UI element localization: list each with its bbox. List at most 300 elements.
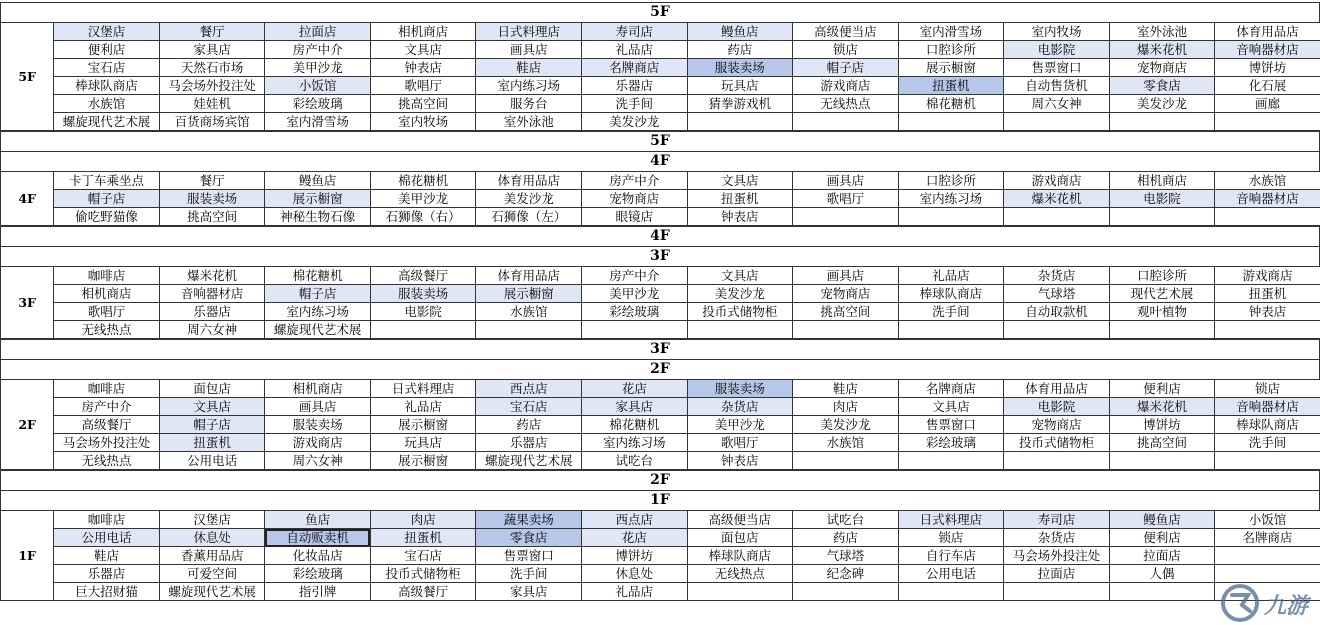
shop-cell: 电影院 xyxy=(1004,398,1110,416)
shop-cell: 锁店 xyxy=(898,529,1004,547)
shop-cell: 游戏商店 xyxy=(265,434,371,452)
shop-cell: 画具店 xyxy=(793,267,899,285)
floor-table-5f xyxy=(0,22,1320,131)
shop-cell: 帽子店 xyxy=(265,285,371,303)
shop-cell xyxy=(1004,208,1110,226)
shop-cell: 电影院 xyxy=(1109,190,1215,208)
shop-cell: 歌唱厅 xyxy=(793,190,899,208)
shop-cell: 室内滑雪场 xyxy=(265,113,371,131)
shop-cell: 挑高空间 xyxy=(793,303,899,321)
table-row xyxy=(1,41,1320,59)
shop-cell: 画具店 xyxy=(265,398,371,416)
shop-cell: 便利店 xyxy=(1109,529,1215,547)
shop-cell: 服装卖场 xyxy=(159,190,265,208)
shop-cell: 娃娃机 xyxy=(159,95,265,113)
shop-cell: 钟表店 xyxy=(370,59,476,77)
shop-cell: 扭蛋机 xyxy=(159,434,265,452)
shop-cell: 螺旋现代艺术展 xyxy=(54,113,160,131)
shop-cell: 服装卖场 xyxy=(687,59,793,77)
table-row xyxy=(1,59,1320,77)
shop-cell: 乐器店 xyxy=(581,77,687,95)
shop-cell: 小饭馆 xyxy=(1215,511,1320,529)
shop-cell: 爆米花机 xyxy=(1109,41,1215,59)
shop-cell: 爆米花机 xyxy=(159,267,265,285)
shop-cell: 帽子店 xyxy=(54,190,160,208)
shop-cell: 无线热点 xyxy=(793,95,899,113)
shop-cell: 棉花糖机 xyxy=(370,172,476,190)
shop-cell: 零食店 xyxy=(1109,77,1215,95)
shop-cell: 药店 xyxy=(687,41,793,59)
shop-cell: 扭蛋机 xyxy=(370,529,476,547)
shop-cell: 彩绘玻璃 xyxy=(898,434,1004,452)
shop-cell xyxy=(1109,321,1215,339)
shop-cell: 自动售货机 xyxy=(1004,77,1110,95)
shop-cell: 礼品店 xyxy=(581,41,687,59)
shop-cell: 音响器材店 xyxy=(1215,190,1320,208)
shop-cell: 相机商店 xyxy=(54,285,160,303)
shop-cell: 文具店 xyxy=(687,267,793,285)
shop-cell: 画廊 xyxy=(1215,95,1320,113)
shop-cell: 休息处 xyxy=(581,565,687,583)
shop-cell: 电影院 xyxy=(370,303,476,321)
shop-cell: 钟表店 xyxy=(687,208,793,226)
shop-cell: 神秘生物石像 xyxy=(265,208,371,226)
shop-cell xyxy=(1004,321,1110,339)
floor-header-1f: 1F xyxy=(0,490,1320,511)
floor-footer-4f: 4F xyxy=(0,226,1320,247)
shop-cell xyxy=(687,113,793,131)
shop-cell: 美发沙龙 xyxy=(1109,95,1215,113)
shop-cell xyxy=(1109,113,1215,131)
shop-cell: 室外泳池 xyxy=(1109,23,1215,41)
shop-cell: 自动贩卖机 xyxy=(265,529,371,547)
shop-cell: 周六女神 xyxy=(1004,95,1110,113)
shop-cell: 螺旋现代艺术展 xyxy=(159,583,265,601)
shop-cell xyxy=(898,321,1004,339)
shop-cell: 文具店 xyxy=(687,172,793,190)
shop-cell: 博饼坊 xyxy=(581,547,687,565)
shop-cell: 锁店 xyxy=(793,41,899,59)
shop-cell: 猜拳游戏机 xyxy=(687,95,793,113)
shop-cell: 钟表店 xyxy=(687,452,793,470)
table-row xyxy=(1,452,1320,470)
shop-cell: 彩绘玻璃 xyxy=(265,95,371,113)
shop-cell: 马会场外投注处 xyxy=(54,434,160,452)
table-row xyxy=(1,285,1320,303)
shop-cell xyxy=(1004,113,1110,131)
shop-cell: 游戏商店 xyxy=(1215,267,1320,285)
shop-cell: 日式料理店 xyxy=(370,380,476,398)
shop-cell: 高级餐厅 xyxy=(54,416,160,434)
shop-cell: 礼品店 xyxy=(370,398,476,416)
shop-cell xyxy=(898,208,1004,226)
shop-cell: 房产中介 xyxy=(581,172,687,190)
shop-cell: 美发沙龙 xyxy=(581,113,687,131)
shop-cell: 口腔诊所 xyxy=(898,172,1004,190)
shop-cell: 鳗鱼店 xyxy=(1109,511,1215,529)
shop-cell: 室内牧场 xyxy=(370,113,476,131)
shop-cell xyxy=(476,321,582,339)
shop-cell: 高级便当店 xyxy=(687,511,793,529)
shop-cell: 美发沙龙 xyxy=(687,285,793,303)
shop-cell: 高级便当店 xyxy=(793,23,899,41)
shop-cell: 周六女神 xyxy=(265,452,371,470)
shop-cell: 药店 xyxy=(476,416,582,434)
shop-cell: 洗手间 xyxy=(1215,434,1320,452)
shop-cell: 挑高空间 xyxy=(159,208,265,226)
table-row xyxy=(1,113,1320,131)
shop-cell xyxy=(370,321,476,339)
shop-cell: 蔬果卖场 xyxy=(476,511,582,529)
table-row xyxy=(1,267,1320,285)
table-row xyxy=(1,511,1320,529)
table-row xyxy=(1,23,1320,41)
shop-cell: 音响器材店 xyxy=(1215,398,1320,416)
shop-cell: 鞋店 xyxy=(476,59,582,77)
shop-cell xyxy=(793,452,899,470)
shop-cell: 室内牧场 xyxy=(1004,23,1110,41)
shop-cell: 口腔诊所 xyxy=(1109,267,1215,285)
shop-cell: 美发沙龙 xyxy=(476,190,582,208)
shop-cell: 巨大招财猫 xyxy=(54,583,160,601)
table-row xyxy=(1,434,1320,452)
shop-cell: 宠物商店 xyxy=(793,285,899,303)
shop-cell xyxy=(1215,452,1320,470)
shop-cell: 拉面店 xyxy=(265,23,371,41)
shop-cell: 美甲沙龙 xyxy=(370,190,476,208)
shop-cell: 无线热点 xyxy=(54,452,160,470)
shop-cell: 无线热点 xyxy=(54,321,160,339)
floor-table-4f xyxy=(0,171,1320,226)
shop-cell: 马会场外投注处 xyxy=(159,77,265,95)
shop-cell: 水族馆 xyxy=(1215,172,1320,190)
watermark-text: 九游 xyxy=(1264,594,1309,619)
shop-cell: 画具店 xyxy=(793,172,899,190)
table-row xyxy=(1,95,1320,113)
shop-cell: 咖啡店 xyxy=(54,380,160,398)
shop-cell: 扭蛋机 xyxy=(687,190,793,208)
shop-cell: 体育用品店 xyxy=(476,267,582,285)
shop-cell: 香薰用品店 xyxy=(159,547,265,565)
shop-cell: 化妆品店 xyxy=(265,547,371,565)
floor-header-5f: 5F xyxy=(0,2,1320,23)
9game-logo-icon xyxy=(1220,583,1264,623)
shop-cell: 宝石店 xyxy=(54,59,160,77)
shop-cell: 面包店 xyxy=(687,529,793,547)
shop-cell: 玩具店 xyxy=(687,77,793,95)
shop-cell: 歌唱厅 xyxy=(370,77,476,95)
shop-cell xyxy=(793,583,899,601)
floor-label: 4F xyxy=(1,172,54,226)
shop-cell: 礼品店 xyxy=(898,267,1004,285)
shop-cell: 音响器材店 xyxy=(159,285,265,303)
shop-cell: 汉堡店 xyxy=(54,23,160,41)
shop-cell: 美甲沙龙 xyxy=(687,416,793,434)
shop-cell: 帽子店 xyxy=(159,416,265,434)
shop-cell: 周六女神 xyxy=(159,321,265,339)
shop-cell: 花店 xyxy=(581,380,687,398)
shop-cell: 便利店 xyxy=(54,41,160,59)
floor-header-2f: 2F xyxy=(0,359,1320,380)
shop-cell: 美甲沙龙 xyxy=(581,285,687,303)
shop-cell: 室内练习场 xyxy=(581,434,687,452)
shop-cell: 汉堡店 xyxy=(159,511,265,529)
shop-cell: 纪念碑 xyxy=(793,565,899,583)
shop-cell: 名牌商店 xyxy=(1215,529,1320,547)
table-row xyxy=(1,303,1320,321)
shop-cell: 扭蛋机 xyxy=(1215,285,1320,303)
shop-cell: 休息处 xyxy=(159,529,265,547)
shop-cell xyxy=(1109,208,1215,226)
shop-cell xyxy=(1215,113,1320,131)
shop-cell: 公用电话 xyxy=(898,565,1004,583)
shop-cell: 展示橱窗 xyxy=(370,416,476,434)
shop-cell: 零食店 xyxy=(476,529,582,547)
table-row xyxy=(1,172,1320,190)
shop-cell: 自动取款机 xyxy=(1004,303,1110,321)
shop-cell: 眼镜店 xyxy=(581,208,687,226)
shop-cell: 百货商场宾馆 xyxy=(159,113,265,131)
shop-cell: 鳗鱼店 xyxy=(687,23,793,41)
shop-cell: 棉花糖机 xyxy=(898,95,1004,113)
floor-label: 5F xyxy=(1,23,54,131)
shop-cell: 高级餐厅 xyxy=(370,267,476,285)
shop-cell: 礼品店 xyxy=(581,583,687,601)
shop-cell: 名牌商店 xyxy=(581,59,687,77)
shop-cell: 石狮像（左） xyxy=(476,208,582,226)
shop-cell: 无线热点 xyxy=(687,565,793,583)
shop-cell: 投币式储物柜 xyxy=(1004,434,1110,452)
shop-cell xyxy=(1215,321,1320,339)
shop-cell: 西点店 xyxy=(476,380,582,398)
shop-cell: 螺旋现代艺术展 xyxy=(476,452,582,470)
shop-cell: 现代艺术展 xyxy=(1109,285,1215,303)
shop-cell: 气球塔 xyxy=(1004,285,1110,303)
shop-cell: 售票窗口 xyxy=(1004,59,1110,77)
shop-cell: 日式料理店 xyxy=(898,511,1004,529)
shop-cell: 试吃台 xyxy=(793,511,899,529)
table-row xyxy=(1,583,1320,601)
floor-footer-2f: 2F xyxy=(0,470,1320,491)
shop-cell: 扭蛋机 xyxy=(898,77,1004,95)
shop-cell: 宠物商店 xyxy=(1004,416,1110,434)
shop-cell: 体育用品店 xyxy=(476,172,582,190)
shop-cell: 宝石店 xyxy=(370,547,476,565)
table-row xyxy=(1,321,1320,339)
floor-label: 2F xyxy=(1,380,54,470)
shop-cell: 房产中介 xyxy=(54,398,160,416)
shop-cell: 观叶植物 xyxy=(1109,303,1215,321)
shop-cell: 高级餐厅 xyxy=(370,583,476,601)
shop-cell: 公用电话 xyxy=(54,529,160,547)
shop-cell: 棉花糖机 xyxy=(265,267,371,285)
table-row xyxy=(1,380,1320,398)
table-row xyxy=(1,529,1320,547)
shop-cell: 文具店 xyxy=(159,398,265,416)
shop-cell: 锁店 xyxy=(1215,380,1320,398)
shop-cell: 家具店 xyxy=(581,398,687,416)
shop-cell: 棒球队商店 xyxy=(687,547,793,565)
shop-cell xyxy=(793,321,899,339)
shop-cell: 相机商店 xyxy=(1109,172,1215,190)
shop-cell: 天然石市场 xyxy=(159,59,265,77)
shop-cell: 歌唱厅 xyxy=(54,303,160,321)
shop-cell: 乐器店 xyxy=(159,303,265,321)
shop-cell: 杂货店 xyxy=(687,398,793,416)
shop-cell: 房产中介 xyxy=(581,267,687,285)
shop-cell: 画具店 xyxy=(476,41,582,59)
shop-cell: 鳗鱼店 xyxy=(265,172,371,190)
shop-cell xyxy=(793,208,899,226)
shop-cell: 钟表店 xyxy=(1215,303,1320,321)
shop-cell: 彩绘玻璃 xyxy=(265,565,371,583)
shop-cell: 水族馆 xyxy=(793,434,899,452)
shop-cell: 日式料理店 xyxy=(476,23,582,41)
shop-cell: 鞋店 xyxy=(793,380,899,398)
shop-cell: 面包店 xyxy=(159,380,265,398)
shop-cell: 咖啡店 xyxy=(54,267,160,285)
floor-table-3f xyxy=(0,266,1320,339)
shop-cell: 售票窗口 xyxy=(898,416,1004,434)
shop-cell xyxy=(1109,452,1215,470)
shop-cell: 肉店 xyxy=(370,511,476,529)
shop-cell: 鞋店 xyxy=(54,547,160,565)
shop-cell: 展示橱窗 xyxy=(370,452,476,470)
shop-cell: 室内练习场 xyxy=(265,303,371,321)
floor-table-2f xyxy=(0,379,1320,470)
shop-cell: 棒球队商店 xyxy=(54,77,160,95)
shop-cell: 服务台 xyxy=(476,95,582,113)
shop-cell: 寿司店 xyxy=(1004,511,1110,529)
floor-footer-3f: 3F xyxy=(0,339,1320,360)
shop-cell: 电影院 xyxy=(1004,41,1110,59)
shop-cell: 宝石店 xyxy=(476,398,582,416)
shop-cell: 游戏商店 xyxy=(793,77,899,95)
table-row xyxy=(1,208,1320,226)
shop-cell: 宠物商店 xyxy=(1109,59,1215,77)
table-row xyxy=(1,416,1320,434)
shop-cell xyxy=(1004,452,1110,470)
shop-cell xyxy=(793,113,899,131)
shop-cell: 花店 xyxy=(581,529,687,547)
shop-cell xyxy=(1109,583,1215,601)
shop-cell: 文具店 xyxy=(370,41,476,59)
shop-cell: 可爱空间 xyxy=(159,565,265,583)
shop-cell: 名牌商店 xyxy=(898,380,1004,398)
shop-cell: 餐厅 xyxy=(159,172,265,190)
shop-cell: 乐器店 xyxy=(54,565,160,583)
shop-cell: 博饼坊 xyxy=(1215,59,1320,77)
shop-cell: 自行车店 xyxy=(898,547,1004,565)
shop-cell: 卡丁车乘坐点 xyxy=(54,172,160,190)
table-row xyxy=(1,547,1320,565)
shop-cell: 便利店 xyxy=(1109,380,1215,398)
shop-cell: 寿司店 xyxy=(581,23,687,41)
shop-cell xyxy=(581,321,687,339)
shop-cell: 相机商店 xyxy=(370,23,476,41)
shop-cell: 彩绘玻璃 xyxy=(581,303,687,321)
shop-cell: 化石展 xyxy=(1215,77,1320,95)
shop-cell: 挑高空间 xyxy=(370,95,476,113)
shop-cell: 家具店 xyxy=(159,41,265,59)
shop-cell: 公用电话 xyxy=(159,452,265,470)
shop-cell: 肉店 xyxy=(793,398,899,416)
shop-cell: 服装卖场 xyxy=(687,380,793,398)
shop-cell: 房产中介 xyxy=(265,41,371,59)
shop-cell: 美发沙龙 xyxy=(793,416,899,434)
shop-cell: 餐厅 xyxy=(159,23,265,41)
shop-cell: 投币式储物柜 xyxy=(370,565,476,583)
shop-cell: 鱼店 xyxy=(265,511,371,529)
shop-cell: 体育用品店 xyxy=(1004,380,1110,398)
floor-header-3f: 3F xyxy=(0,246,1320,267)
shop-cell: 玩具店 xyxy=(370,434,476,452)
shop-cell: 体育用品店 xyxy=(1215,23,1320,41)
shop-cell: 挑高空间 xyxy=(1109,434,1215,452)
shop-cell: 帽子店 xyxy=(793,59,899,77)
shop-cell xyxy=(1215,565,1320,583)
shop-cell: 拉面店 xyxy=(1109,547,1215,565)
shop-cell: 展示橱窗 xyxy=(476,285,582,303)
shop-cell: 西点店 xyxy=(581,511,687,529)
shop-cell: 室外泳池 xyxy=(476,113,582,131)
shop-cell: 指引牌 xyxy=(265,583,371,601)
shop-cell: 试吃台 xyxy=(581,452,687,470)
shop-cell xyxy=(898,583,1004,601)
shop-cell: 博饼坊 xyxy=(1109,416,1215,434)
shop-cell: 美甲沙龙 xyxy=(265,59,371,77)
shop-cell xyxy=(1215,547,1320,565)
shop-cell xyxy=(687,321,793,339)
floor-table-1f xyxy=(0,510,1320,601)
shop-cell: 爆米花机 xyxy=(1004,190,1110,208)
shop-cell: 杂货店 xyxy=(1004,267,1110,285)
shop-cell: 人偶 xyxy=(1109,565,1215,583)
shop-cell xyxy=(898,113,1004,131)
floor-footer-5f: 5F xyxy=(0,131,1320,152)
shop-cell: 口腔诊所 xyxy=(898,41,1004,59)
shop-cell xyxy=(898,452,1004,470)
shop-cell: 服装卖场 xyxy=(265,416,371,434)
shop-cell: 文具店 xyxy=(898,398,1004,416)
shop-cell: 气球塔 xyxy=(793,547,899,565)
shop-cell: 石狮像（右） xyxy=(370,208,476,226)
shop-cell: 棒球队商店 xyxy=(898,285,1004,303)
shop-cell: 乐器店 xyxy=(476,434,582,452)
shop-cell: 马会场外投注处 xyxy=(1004,547,1110,565)
shop-cell xyxy=(687,583,793,601)
shop-cell: 投币式储物柜 xyxy=(687,303,793,321)
shop-cell: 洗手间 xyxy=(476,565,582,583)
shop-cell: 杂货店 xyxy=(1004,529,1110,547)
floor-header-4f: 4F xyxy=(0,151,1320,172)
table-row xyxy=(1,398,1320,416)
shop-cell: 拉面店 xyxy=(1004,565,1110,583)
shop-cell: 爆米花机 xyxy=(1109,398,1215,416)
shop-cell: 棉花糖机 xyxy=(581,416,687,434)
shop-cell: 偷吃野猫像 xyxy=(54,208,160,226)
shop-cell: 家具店 xyxy=(476,583,582,601)
shop-cell: 游戏商店 xyxy=(1004,172,1110,190)
floor-label: 1F xyxy=(1,511,54,601)
shop-cell: 室内练习场 xyxy=(476,77,582,95)
shop-cell: 洗手间 xyxy=(898,303,1004,321)
watermark xyxy=(1220,583,1312,623)
shop-cell: 音响器材店 xyxy=(1215,41,1320,59)
shop-cell: 水族馆 xyxy=(476,303,582,321)
shop-cell: 展示橱窗 xyxy=(898,59,1004,77)
table-row xyxy=(1,190,1320,208)
